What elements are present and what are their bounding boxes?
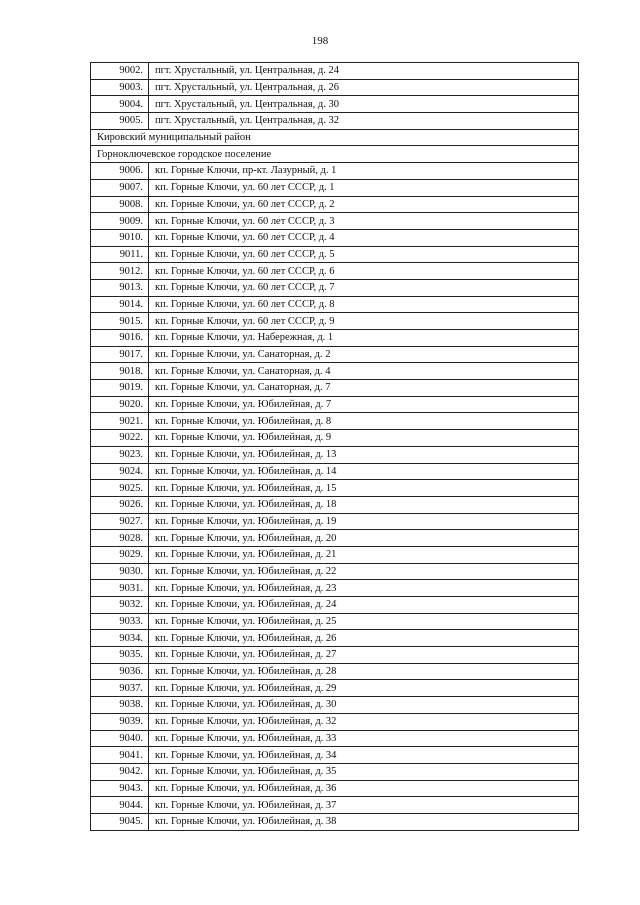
row-number: 9038. [91, 697, 149, 714]
row-number: 9025. [91, 480, 149, 497]
table-row [91, 763, 579, 780]
row-address: кп. Горные Ключи, ул. Юбилейная, д. 15 [149, 480, 579, 497]
row-number: 9036. [91, 663, 149, 680]
row-address: кп. Горные Ключи, ул. Юбилейная, д. 37 [149, 797, 579, 814]
row-number: 9040. [91, 730, 149, 747]
row-number: 9015. [91, 313, 149, 330]
row-number: 9005. [91, 113, 149, 130]
table-row [91, 663, 579, 680]
table-row [91, 580, 579, 597]
row-address: кп. Горные Ключи, ул. Юбилейная, д. 26 [149, 630, 579, 647]
table-row [91, 380, 579, 397]
table-row [91, 413, 579, 430]
address-table [90, 62, 579, 831]
row-number: 9014. [91, 296, 149, 313]
table-row [91, 530, 579, 547]
row-number: 9032. [91, 597, 149, 614]
row-address: кп. Горные Ключи, ул. Юбилейная, д. 14 [149, 463, 579, 480]
row-number: 9020. [91, 396, 149, 413]
row-address: кп. Горные Ключи, ул. Юбилейная, д. 24 [149, 597, 579, 614]
table-row [91, 797, 579, 814]
row-address: кп. Горные Ключи, ул. 60 лет СССР, д. 5 [149, 246, 579, 263]
row-number: 9016. [91, 330, 149, 347]
row-number: 9026. [91, 496, 149, 513]
table-row [91, 563, 579, 580]
row-number: 9011. [91, 246, 149, 263]
table-row [91, 279, 579, 296]
row-number: 9039. [91, 713, 149, 730]
table-row [91, 780, 579, 797]
row-address: кп. Горные Ключи, ул. 60 лет СССР, д. 9 [149, 313, 579, 330]
row-number: 9030. [91, 563, 149, 580]
table-row [91, 697, 579, 714]
row-number: 9019. [91, 380, 149, 397]
row-address: пгт. Хрустальный, ул. Центральная, д. 30 [149, 96, 579, 113]
table-row [91, 196, 579, 213]
table-row [91, 96, 579, 113]
row-address: кп. Горные Ключи, ул. Санаторная, д. 2 [149, 346, 579, 363]
row-address: кп. Горные Ключи, ул. Санаторная, д. 4 [149, 363, 579, 380]
table-row [91, 713, 579, 730]
row-address: кп. Горные Ключи, ул. Юбилейная, д. 32 [149, 713, 579, 730]
row-number: 9003. [91, 79, 149, 96]
table-row [91, 480, 579, 497]
table-row [91, 513, 579, 530]
table-row [91, 246, 579, 263]
row-number: 9017. [91, 346, 149, 363]
row-address: кп. Горные Ключи, ул. 60 лет СССР, д. 2 [149, 196, 579, 213]
section-title: Горноключевское городское поселение [91, 146, 579, 163]
row-address: кп. Горные Ключи, ул. Юбилейная, д. 20 [149, 530, 579, 547]
table-row [91, 613, 579, 630]
row-number: 9013. [91, 279, 149, 296]
row-number: 9007. [91, 179, 149, 196]
section-row [91, 129, 579, 146]
table-row [91, 546, 579, 563]
row-address: кп. Горные Ключи, ул. Юбилейная, д. 28 [149, 663, 579, 680]
table-row [91, 213, 579, 230]
row-number: 9031. [91, 580, 149, 597]
table-row [91, 363, 579, 380]
row-address: пгт. Хрустальный, ул. Центральная, д. 26 [149, 79, 579, 96]
row-address: кп. Горные Ключи, ул. 60 лет СССР, д. 3 [149, 213, 579, 230]
table-row [91, 813, 579, 830]
row-address: кп. Горные Ключи, ул. Юбилейная, д. 38 [149, 813, 579, 830]
row-address: кп. Горные Ключи, ул. Юбилейная, д. 13 [149, 446, 579, 463]
row-address: кп. Горные Ключи, ул. 60 лет СССР, д. 1 [149, 179, 579, 196]
row-address: кп. Горные Ключи, ул. 60 лет СССР, д. 7 [149, 279, 579, 296]
table-row [91, 179, 579, 196]
row-number: 9023. [91, 446, 149, 463]
row-number: 9018. [91, 363, 149, 380]
row-address: кп. Горные Ключи, ул. Юбилейная, д. 34 [149, 747, 579, 764]
table-row [91, 496, 579, 513]
row-number: 9042. [91, 763, 149, 780]
section-row [91, 146, 579, 163]
section-title: Кировский муниципальный район [91, 129, 579, 146]
row-address: кп. Горные Ключи, ул. Юбилейная, д. 19 [149, 513, 579, 530]
row-number: 9028. [91, 530, 149, 547]
table-row [91, 113, 579, 130]
address-table-body [91, 63, 579, 831]
row-number: 9012. [91, 263, 149, 280]
row-number: 9034. [91, 630, 149, 647]
table-row [91, 597, 579, 614]
row-address: кп. Горные Ключи, ул. Юбилейная, д. 33 [149, 730, 579, 747]
row-number: 9021. [91, 413, 149, 430]
table-row [91, 396, 579, 413]
row-number: 9004. [91, 96, 149, 113]
row-address: кп. Горные Ключи, ул. Юбилейная, д. 25 [149, 613, 579, 630]
table-row [91, 63, 579, 80]
row-number: 9029. [91, 546, 149, 563]
row-number: 9027. [91, 513, 149, 530]
row-address: кп. Горные Ключи, ул. Юбилейная, д. 29 [149, 680, 579, 697]
row-address: пгт. Хрустальный, ул. Центральная, д. 32 [149, 113, 579, 130]
table-row [91, 330, 579, 347]
table-row [91, 296, 579, 313]
row-address: кп. Горные Ключи, ул. Юбилейная, д. 8 [149, 413, 579, 430]
row-address: кп. Горные Ключи, ул. Юбилейная, д. 27 [149, 647, 579, 664]
row-number: 9043. [91, 780, 149, 797]
row-address: кп. Горные Ключи, ул. Юбилейная, д. 9 [149, 430, 579, 447]
table-row [91, 747, 579, 764]
table-row [91, 263, 579, 280]
row-address: кп. Горные Ключи, ул. Юбилейная, д. 7 [149, 396, 579, 413]
row-number: 9002. [91, 63, 149, 80]
table-row [91, 346, 579, 363]
row-number: 9035. [91, 647, 149, 664]
row-number: 9024. [91, 463, 149, 480]
table-row [91, 163, 579, 180]
table-row [91, 313, 579, 330]
row-number: 9006. [91, 163, 149, 180]
row-address: кп. Горные Ключи, ул. Юбилейная, д. 36 [149, 780, 579, 797]
table-row [91, 463, 579, 480]
row-number: 9010. [91, 229, 149, 246]
row-number: 9008. [91, 196, 149, 213]
row-address: кп. Горные Ключи, ул. 60 лет СССР, д. 8 [149, 296, 579, 313]
row-address: кп. Горные Ключи, ул. Юбилейная, д. 23 [149, 580, 579, 597]
table-row [91, 446, 579, 463]
row-address: кп. Горные Ключи, ул. Юбилейная, д. 30 [149, 697, 579, 714]
row-number: 9009. [91, 213, 149, 230]
row-address: кп. Горные Ключи, ул. Санаторная, д. 7 [149, 380, 579, 397]
row-address: кп. Горные Ключи, ул. Юбилейная, д. 35 [149, 763, 579, 780]
table-row [91, 730, 579, 747]
row-address: кп. Горные Ключи, ул. Юбилейная, д. 21 [149, 546, 579, 563]
row-number: 9033. [91, 613, 149, 630]
row-address: кп. Горные Ключи, ул. Набережная, д. 1 [149, 330, 579, 347]
table-row [91, 680, 579, 697]
table-row [91, 647, 579, 664]
row-address: кп. Горные Ключи, ул. 60 лет СССР, д. 6 [149, 263, 579, 280]
row-number: 9037. [91, 680, 149, 697]
table-row [91, 79, 579, 96]
row-address: кп. Горные Ключи, пр-кт. Лазурный, д. 1 [149, 163, 579, 180]
row-address: пгт. Хрустальный, ул. Центральная, д. 24 [149, 63, 579, 80]
row-number: 9041. [91, 747, 149, 764]
row-number: 9022. [91, 430, 149, 447]
row-address: кп. Горные Ключи, ул. 60 лет СССР, д. 4 [149, 229, 579, 246]
row-address: кп. Горные Ключи, ул. Юбилейная, д. 22 [149, 563, 579, 580]
row-number: 9045. [91, 813, 149, 830]
table-row [91, 430, 579, 447]
table-row [91, 630, 579, 647]
table-row [91, 229, 579, 246]
row-address: кп. Горные Ключи, ул. Юбилейная, д. 18 [149, 496, 579, 513]
row-number: 9044. [91, 797, 149, 814]
page-number: 198 [311, 35, 329, 47]
